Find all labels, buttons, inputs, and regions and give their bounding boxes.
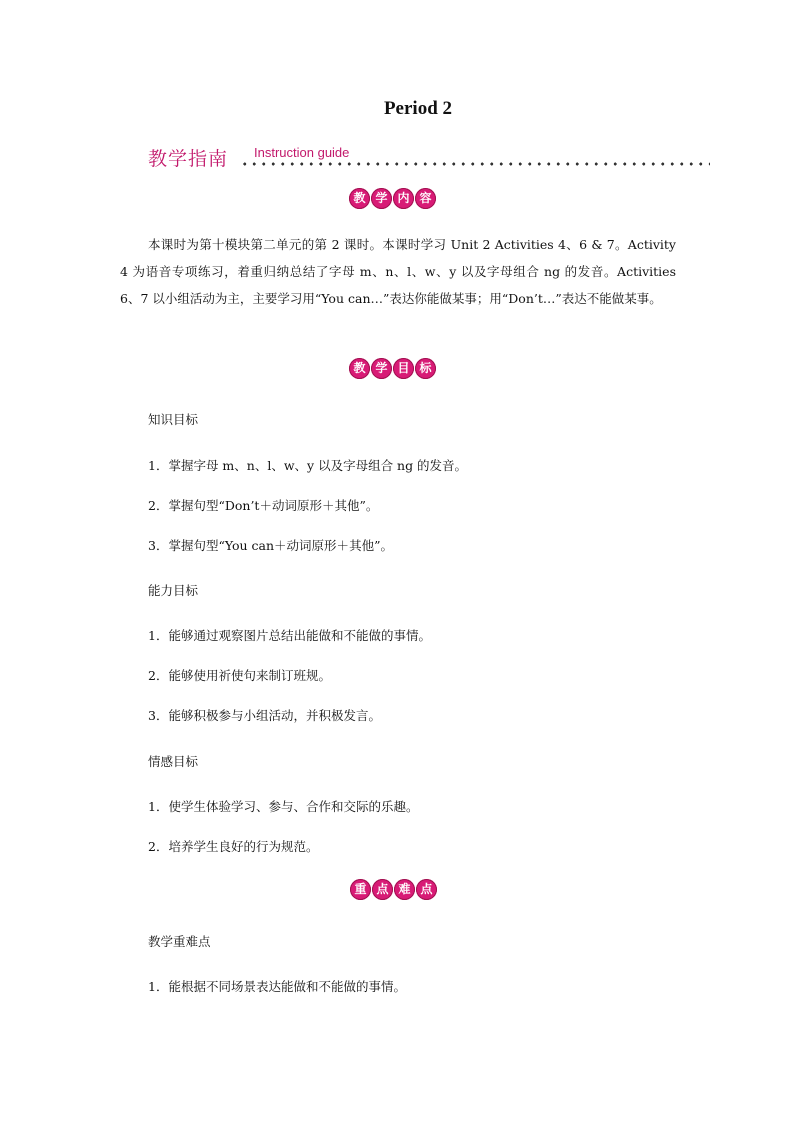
knowledge-item: 3．掌握句型“You can＋动词原形＋其他”。 <box>148 538 393 553</box>
emotion-item: 2．培养学生良好的行为规范。 <box>148 839 319 854</box>
badge-char: 标 <box>415 358 436 379</box>
badge-char: 教 <box>349 358 370 379</box>
knowledge-item: 1．掌握字母 m、n、l、w、y 以及字母组合 ng 的发音。 <box>148 458 468 473</box>
guide-title-cn: 教学指南 <box>148 148 229 170</box>
emotion-item: 1．使学生体验学习、参与、合作和交际的乐趣。 <box>148 799 419 814</box>
ability-item: 1．能够通过观察图片总结出能做和不能做的事情。 <box>148 628 431 643</box>
badge-char: 点 <box>416 879 437 900</box>
badge-char: 学 <box>371 358 392 379</box>
badge-char: 内 <box>393 188 414 209</box>
badge-key-points <box>350 879 437 899</box>
difficulty-heading: 教学重难点 <box>148 934 211 949</box>
emotion-heading: 情感目标 <box>148 754 199 769</box>
ability-item: 3．能够积极参与小组活动，并积极发言。 <box>148 708 381 723</box>
badge-char: 难 <box>394 879 415 900</box>
dotted-divider <box>240 161 710 167</box>
content-paragraph: 本课时为第十模块第二单元的第 2 课时。本课时学习 Unit 2 Activities 4、6 & 7。Activity 4 为语音专项练习，着重归纳总结了字母 m、n、l、w、y 以及字母组合 ng 的发音。Activities 6、7 以小组活动为主，主要学习用“You can…”表达你能做某事；用“Don’t…”表达不能做某事。 <box>120 237 676 306</box>
knowledge-heading: 知识目标 <box>148 412 199 427</box>
guide-title-en: Instruction guide <box>254 145 350 160</box>
badge-teaching-goals <box>349 358 436 378</box>
ability-item: 2．能够使用祈使句来制订班规。 <box>148 668 331 683</box>
badge-char: 容 <box>415 188 436 209</box>
knowledge-item: 2．掌握句型“Don’t＋动词原形＋其他”。 <box>148 498 379 513</box>
badge-char: 教 <box>349 188 370 209</box>
badge-char: 目 <box>393 358 414 379</box>
badge-char: 学 <box>371 188 392 209</box>
badge-teaching-content <box>349 188 436 208</box>
page-title: Period 2 <box>383 98 453 119</box>
badge-char: 重 <box>350 879 371 900</box>
difficulty-item: 1．能根据不同场景表达能做和不能做的事情。 <box>148 979 406 994</box>
section-header-guide <box>148 144 718 172</box>
ability-heading: 能力目标 <box>148 583 199 598</box>
badge-char: 点 <box>372 879 393 900</box>
